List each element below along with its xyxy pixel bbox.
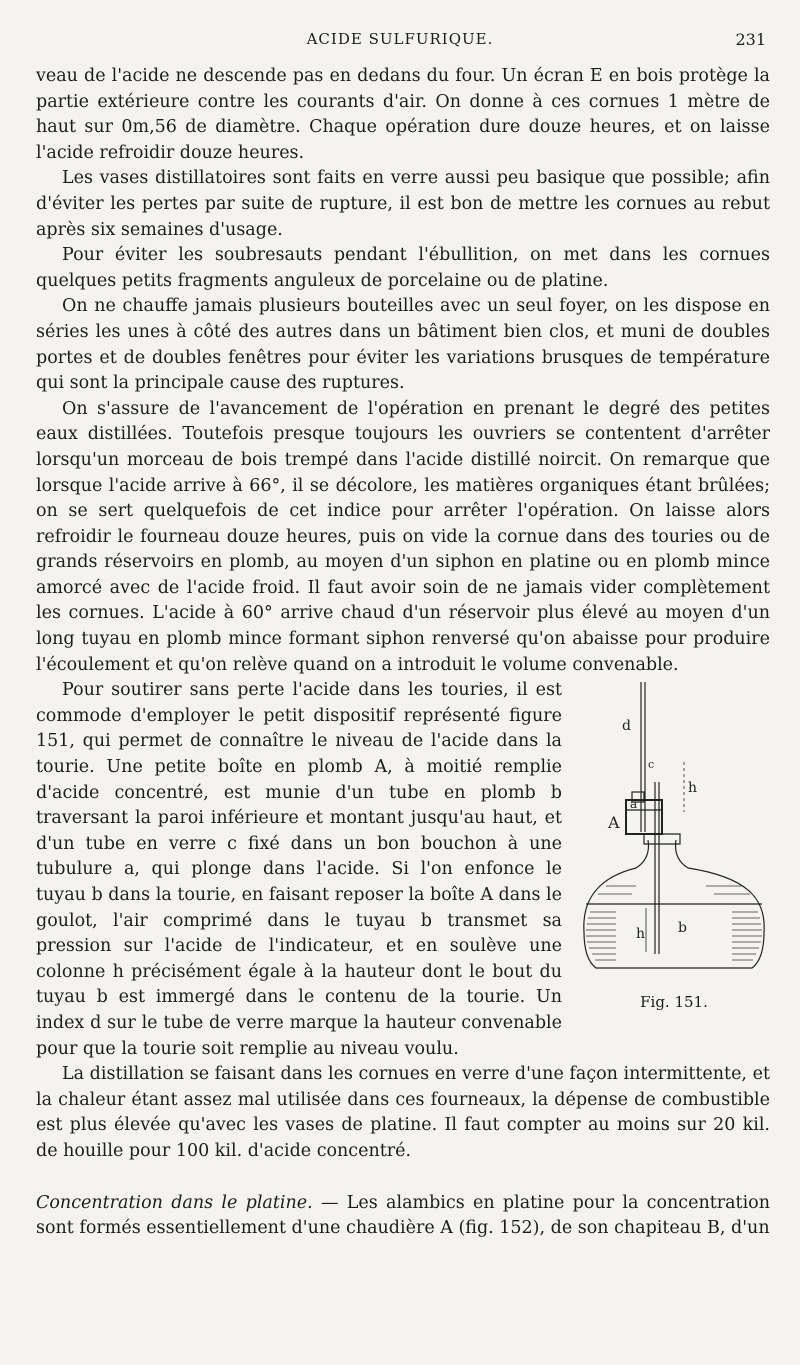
figure-151	[576, 682, 772, 1015]
section-title: Concentration dans le platine.	[36, 1192, 313, 1213]
page-header	[0, 30, 800, 56]
label-A: A	[608, 813, 620, 833]
body-text	[36, 64, 770, 1242]
carboy-illustration	[576, 682, 772, 982]
label-c: c	[648, 758, 655, 772]
paragraph: Pour éviter les soubresauts pendant l'ébullition, on met dans les cornues quelques petits fragments anguleux de porcelaine ou de platine.	[36, 245, 770, 291]
label-h-bottom: h	[636, 926, 646, 943]
running-title: ACIDE SULFURIQUE.	[306, 30, 494, 48]
section-text: — Les alambics en platine pour la concentration sont formés essentiellement d'une chaudière A (fig. 152), de son chapiteau B, d'un	[36, 1192, 770, 1239]
paragraph: On ne chauffe jamais plusieurs bouteilles avec un seul foyer, on les dispose en séries les unes à côté des autres dans un bâtiment bien clos, et muni de doubles portes et de doubles fenêtres pour éviter les variations brusques de température qui sont la principale cause des ruptures.	[36, 296, 770, 394]
paragraph: Pour soutirer sans perte l'acide dans les touries, il est commode d'employer le petit dispositif représenté figure 151, qui permet de connaître le niveau de l'acide dans la tourie. Une petite boîte en plomb A, à moitié remplie d'acide concentré, est munie d'un tube en plomb b traversant la paroi inférieure et montant jusqu'au haut, et d'un tube en verre c fixé dans un bon bouchon à une tubulure a, qui plonge dans l'acide. Si l'on enfonce le tuyau b dans la tourie, en faisant reposer la boîte A dans le goulot, l'air comprimé dans le tuyau b transmet sa pression sur l'acide de l'indicateur, et en soulève une colonne h précisément égale à la hauteur dont le bout du tuyau b est immergé dans le contenu de la tourie. Un index d sur le tube de verre marque la hauteur convenable pour que la tourie soit remplie au niveau voulu.	[36, 680, 562, 1059]
paragraph: La distillation se faisant dans les cornues en verre d'une façon intermittente, et la chaleur étant assez mal utilisée dans ces fourneaux, la dépense de combustible est plus élevée qu'avec les vases de platine. Il faut compter au moins sur 20 kil. de houille pour 100 kil. d'acide concentré.	[36, 1064, 770, 1161]
paragraph: On s'assure de l'avancement de l'opération en prenant le degré des petites eaux distillées. Toutefois presque toujours les ouvriers se contentent d'arrêter lorsqu'un morceau de bois trempé dans l'acide distillé noircit. On remarque que lorsque l'acide arrive à 66°, il se décolore, les matières organiques étant brûlées; on se sert quelquefois de cet indice pour arrêter l'opération. On laisse alors refroidir le fourneau douze heures, puis on vide la cornue dans des touries ou de grands réservoirs en plomb, au moyen d'un siphon en platine ou en plomb mince amorcé avec de l'acide froid. Il faut avoir soin de ne jamais vider complètement les cornues. L'acide à 60° arrive chaud d'un réservoir plus élevé au moyen d'un long tuyau en plomb mince formant siphon renversé qu'on abaisse pour produire l'écoulement et qu'on relève quand on a introduit le volume convenable.	[36, 398, 770, 675]
paragraph: Les vases distillatoires sont faits en verre aussi peu basique que possible; afin d'éviter les pertes par suite de rupture, il est bon de mettre les cornues au rebut après six semaines d'usage.	[36, 168, 770, 240]
paragraph: veau de l'acide ne descende pas en dedans du four. Un écran E en bois protège la partie extérieure contre les courants d'air. On donne à ces cornues 1 mètre de haut sur 0m,56 de diamètre. Chaque opération dure douze heures, et on laisse l'acide refroidir douze heures.	[36, 66, 770, 163]
figure-caption: Fig. 151.	[640, 992, 708, 1011]
label-h-top: h	[688, 780, 698, 797]
page-number: 231	[735, 30, 766, 49]
section-paragraph	[36, 1191, 770, 1242]
label-d: d	[622, 718, 631, 735]
label-b: b	[678, 920, 687, 937]
label-a: a	[630, 797, 638, 812]
